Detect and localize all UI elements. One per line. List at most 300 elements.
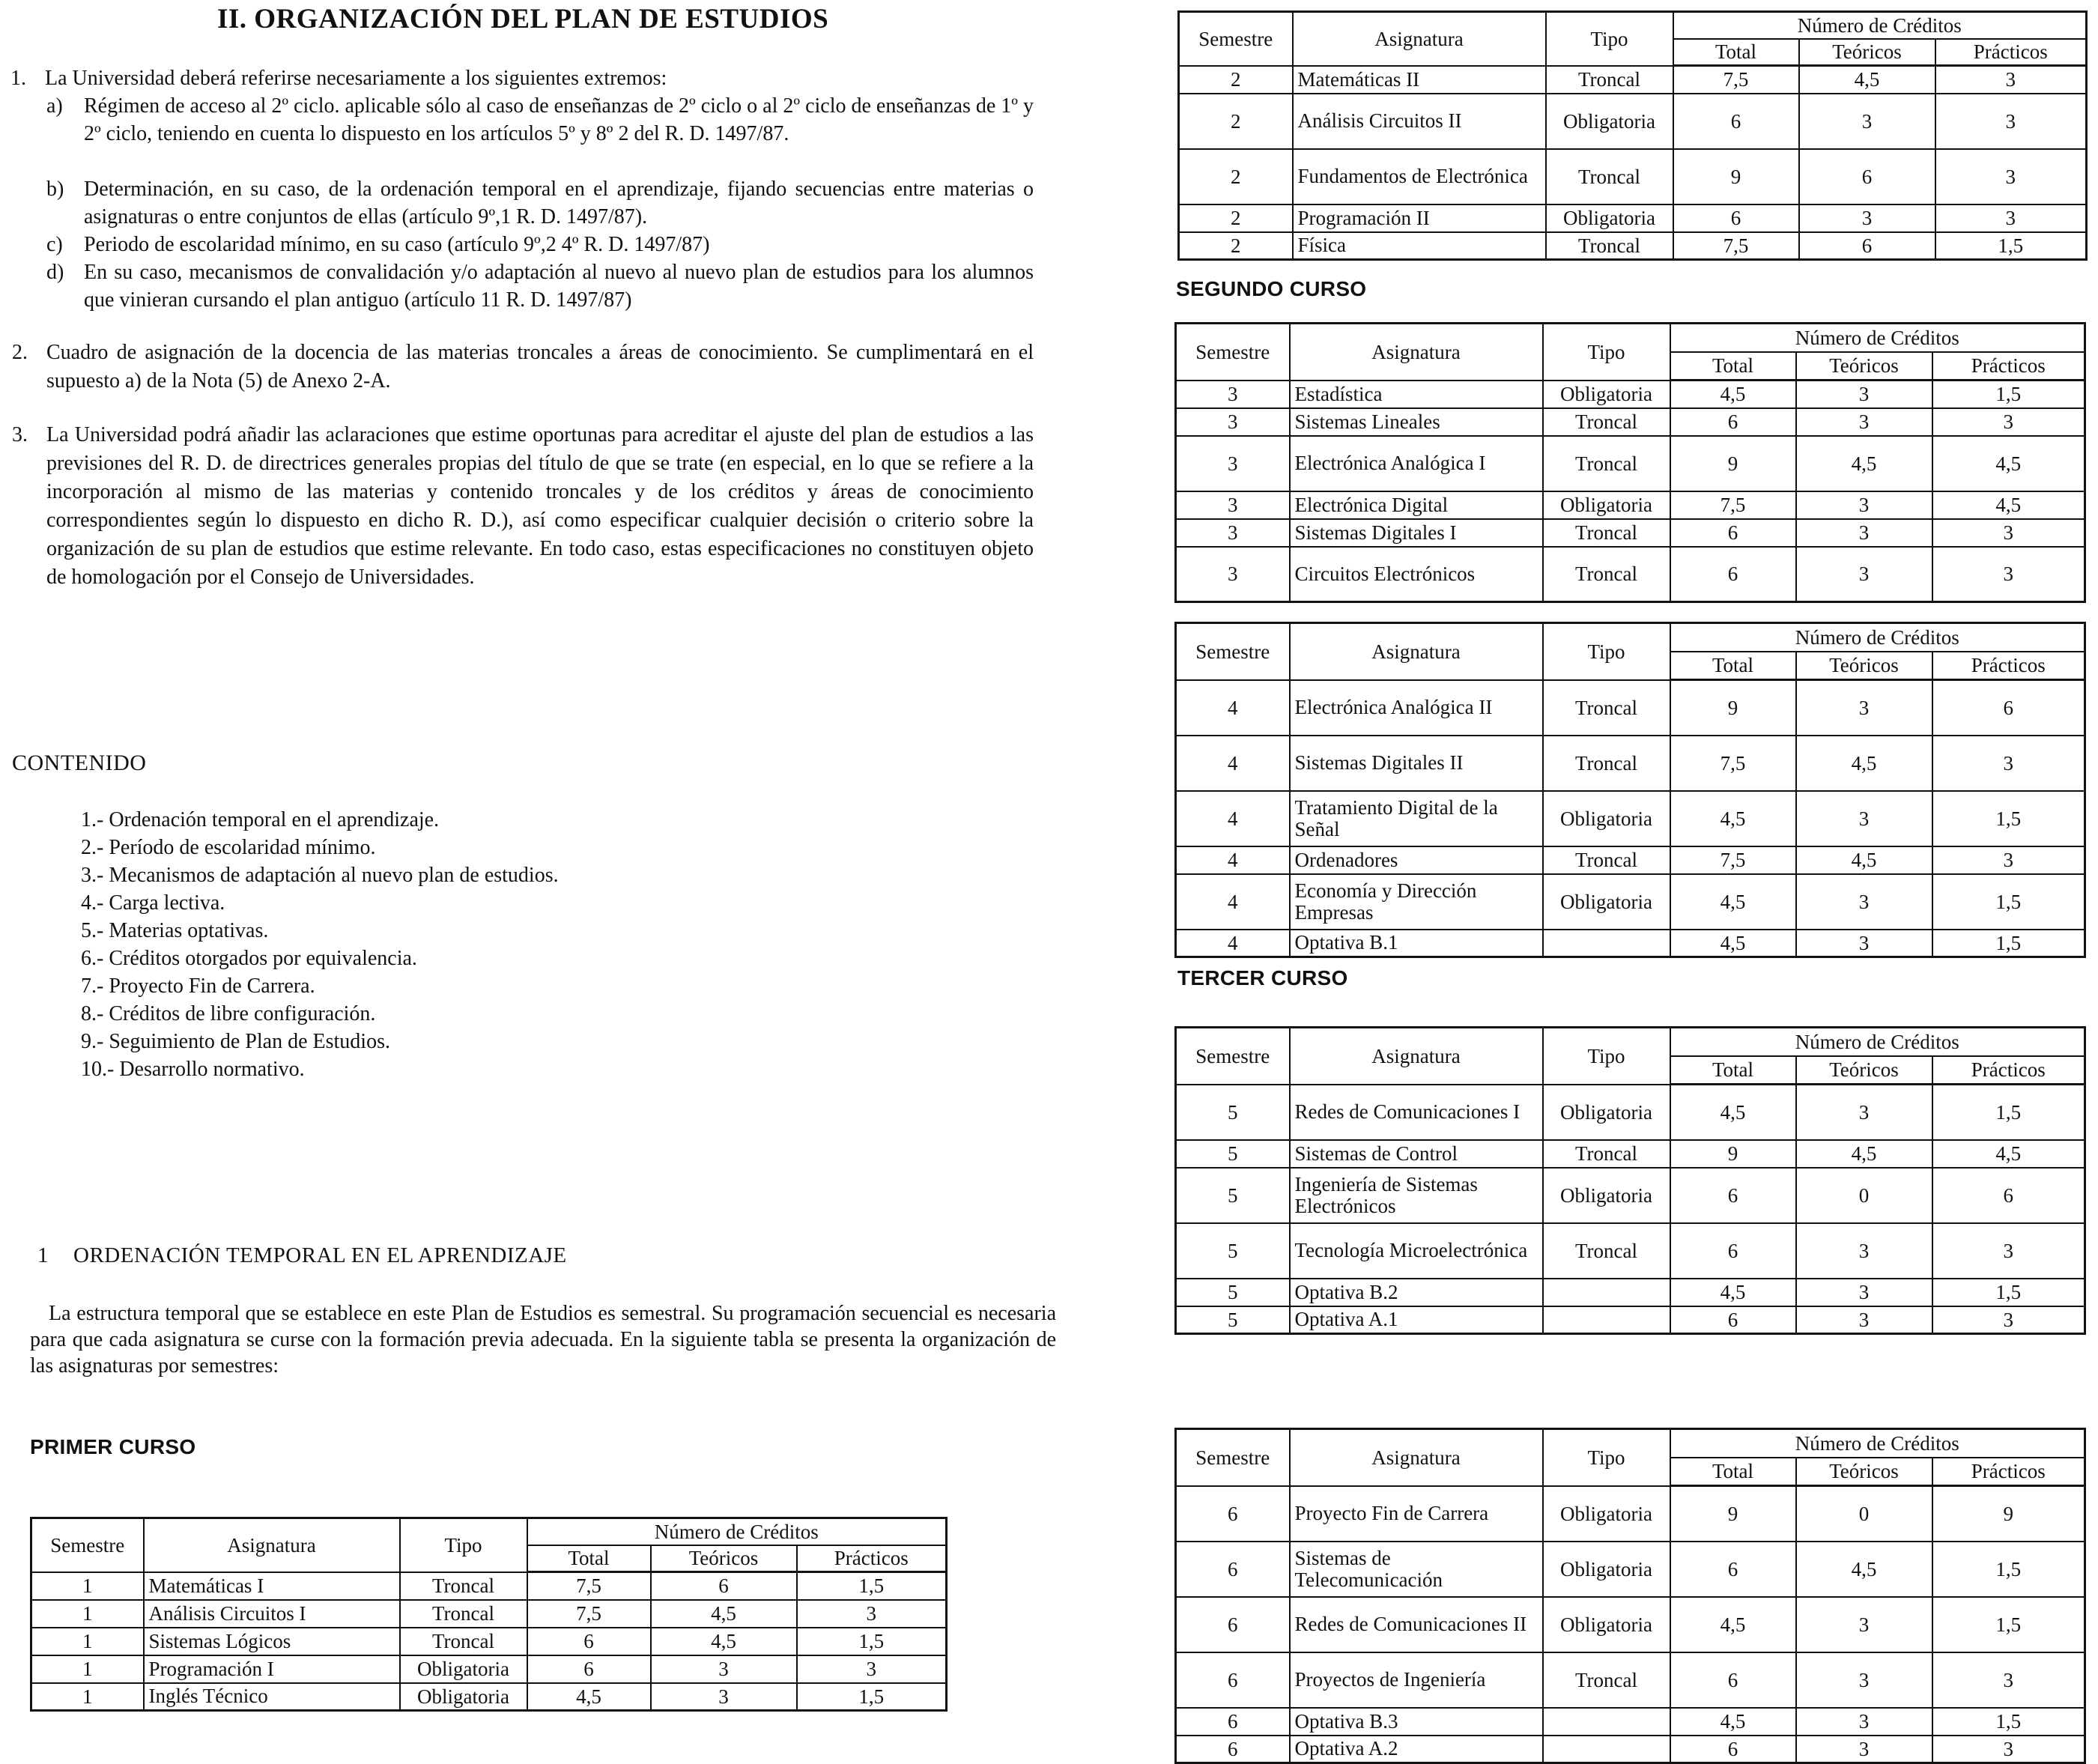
sub-item-c [46,231,1034,258]
table-row [1176,874,2085,930]
header-semestre: Semestre [1176,324,1290,381]
cell-semestre: 2 [1179,94,1293,149]
cell-total: 6 [1670,1652,1796,1708]
sub-item-d-label: d) [46,261,64,284]
toc-item: 8.- Créditos de libre configuración. [81,1002,376,1025]
table-row [1179,66,2087,94]
cell-practicos: 1,5 [1932,381,2085,408]
cell-asignatura: Sistemas Lineales [1290,408,1543,436]
cell-asignatura: Matemáticas I [144,1572,400,1600]
table-row [1176,1708,2085,1736]
cell-total: 4,5 [1670,1279,1796,1306]
cell-teoricos: 3 [1796,1708,1932,1736]
cell-tipo: Troncal [1546,66,1673,94]
table-row [1176,1736,2085,1763]
cell-semestre: 6 [1176,1708,1290,1736]
table-semestre-2 [1177,10,2088,261]
cell-semestre: 4 [1176,791,1290,846]
table-row [1176,519,2085,547]
table-row [1176,1223,2085,1279]
cell-teoricos: 4,5 [651,1628,797,1655]
toc-item: 6.- Créditos otorgados por equivalencia. [81,947,417,970]
table-row [1176,1542,2085,1597]
table-row [1176,408,2085,436]
cell-tipo: Obligatoria [1543,1085,1670,1140]
cell-practicos: 1,5 [1932,1542,2085,1597]
cell-practicos: 3 [1932,1736,2085,1763]
cell-asignatura: Optativa A.2 [1290,1736,1543,1763]
cell-total: 6 [1670,1542,1796,1597]
cell-practicos: 1,5 [797,1683,947,1711]
cell-asignatura: Optativa B.2 [1290,1279,1543,1306]
cell-tipo: Obligatoria [1543,1597,1670,1652]
cell-total: 9 [1670,1140,1796,1168]
cell-practicos: 9 [1932,1486,2085,1542]
cell-practicos: 1,5 [1932,1085,2085,1140]
cell-practicos: 1,5 [1932,791,2085,846]
cell-semestre: 4 [1176,680,1290,736]
cell-teoricos: 3 [1796,519,1932,547]
header-creditos: Número de Créditos [1673,12,2087,39]
table-row [1176,736,2085,791]
cell-asignatura: Proyectos de Ingeniería [1290,1652,1543,1708]
cell-tipo: Obligatoria [1546,94,1673,149]
toc-item: 7.- Proyecto Fin de Carrera. [81,975,315,998]
cell-total: 6 [1670,408,1796,436]
cell-asignatura: Inglés Técnico [144,1683,400,1711]
cell-asignatura: Electrónica Digital [1290,491,1543,519]
toc-item: 10.- Desarrollo normativo. [81,1058,305,1081]
cell-tipo: Troncal [1546,232,1673,260]
cell-teoricos: 3 [1796,930,1932,957]
sub-item-b-text: Determinación, en su caso, de la ordenación temporal en el aprendizaje, fijando secuencias entre materias o asignaturas o entre conjuntos de ellas (artículo 9º,1 R. D. 1497/87). [84,178,1034,228]
header-total: Total [1670,652,1796,680]
cell-practicos: 3 [1935,66,2087,94]
header-semestre: Semestre [1176,1429,1290,1486]
cell-practicos: 3 [1932,846,2085,874]
cell-semestre: 2 [1179,232,1293,260]
cell-semestre: 5 [1176,1223,1290,1279]
table-row [1176,1597,2085,1652]
table-row [1176,791,2085,846]
sub-item-b-label: b) [46,178,64,201]
cell-total: 7,5 [1670,491,1796,519]
cell-semestre: 1 [31,1655,144,1683]
cell-teoricos: 3 [1799,94,1935,149]
cell-practicos: 3 [797,1655,947,1683]
cell-semestre: 5 [1176,1168,1290,1223]
cell-teoricos: 4,5 [651,1600,797,1628]
cell-total: 4,5 [1670,791,1796,846]
cell-tipo: Obligatoria [1543,1486,1670,1542]
header-teoricos: Teóricos [1796,652,1932,680]
header-asignatura: Asignatura [1290,623,1543,680]
cell-total: 7,5 [1670,846,1796,874]
table-row [31,1683,947,1711]
cell-total: 7,5 [1673,66,1799,94]
sub-item-c-text: Periodo de escolaridad mínimo, en su caso (artículo 9º,2 4º R. D. 1497/87) [84,233,710,256]
table-row [1176,1306,2085,1334]
cell-practicos: 3 [1932,1652,2085,1708]
cell-practicos: 4,5 [1932,1140,2085,1168]
cell-asignatura: Tratamiento Digital de la Señal [1290,791,1543,846]
table-row [1176,1140,2085,1168]
table-row [1176,680,2085,736]
header-semestre: Semestre [31,1518,144,1572]
cell-tipo: Obligatoria [1543,1542,1670,1597]
cell-asignatura: Electrónica Analógica II [1290,680,1543,736]
cell-semestre: 1 [31,1628,144,1655]
cell-teoricos: 3 [1796,1652,1932,1708]
header-tipo: Tipo [400,1518,527,1572]
sub-item-d-text: En su caso, mecanismos de convalidación y/o adaptación al nuevo al nuevo plan de estudios para los alumnos que vinieran cursando el plan antiguo (artículo 11 R. D. 1497/87) [84,261,1034,312]
cell-practicos: 4,5 [1932,491,2085,519]
header-practicos: Prácticos [797,1545,947,1572]
cell-semestre: 6 [1176,1542,1290,1597]
cell-total: 6 [1670,1168,1796,1223]
cell-semestre: 2 [1179,66,1293,94]
tercer-curso-heading: TERCER CURSO [1177,966,1348,989]
cell-tipo: Obligatoria [1546,204,1673,232]
cell-total: 6 [1670,1306,1796,1334]
header-practicos: Prácticos [1932,1458,2085,1486]
cell-practicos: 3 [1935,94,2087,149]
cell-total: 9 [1673,149,1799,204]
table-semestre-6 [1174,1428,2086,1764]
header-total: Total [1673,39,1799,66]
header-tipo: Tipo [1543,1028,1670,1085]
cell-tipo: Obligatoria [1543,1168,1670,1223]
cell-teoricos: 4,5 [1796,1542,1932,1597]
header-tipo: Tipo [1546,12,1673,66]
table-row [1176,381,2085,408]
cell-practicos: 1,5 [1932,1597,2085,1652]
table-semestre-4 [1174,622,2086,958]
cell-teoricos: 3 [1796,1736,1932,1763]
cell-asignatura: Optativa A.1 [1290,1306,1543,1334]
header-semestre: Semestre [1176,1028,1290,1085]
cell-total: 7,5 [527,1600,651,1628]
cell-total: 4,5 [1670,1597,1796,1652]
cell-teoricos: 3 [1796,680,1932,736]
sub-item-b [46,175,1034,231]
section-number: 1 [37,1243,49,1267]
cell-total: 6 [1670,547,1796,602]
header-total: Total [1670,352,1796,381]
header-asignatura: Asignatura [1293,12,1546,66]
cell-tipo: Troncal [1543,680,1670,736]
toc-item: 1.- Ordenación temporal en el aprendizaje. [81,808,440,831]
cell-total: 6 [1670,519,1796,547]
cell-semestre: 2 [1179,204,1293,232]
table-row [1176,491,2085,519]
table-row [1176,1168,2085,1223]
cell-total: 9 [1670,436,1796,491]
cell-semestre: 4 [1176,874,1290,930]
cell-total: 7,5 [1673,232,1799,260]
table-row [1179,149,2087,204]
cell-asignatura: Redes de Comunicaciones II [1290,1597,1543,1652]
segundo-curso-heading: SEGUNDO CURSO [1176,277,1367,300]
header-asignatura: Asignatura [1290,324,1543,381]
section-title: ORDENACIÓN TEMPORAL EN EL APRENDIZAJE [73,1243,567,1267]
cell-practicos: 6 [1932,680,2085,736]
cell-asignatura: Sistemas de Telecomunicación [1290,1542,1543,1597]
cell-tipo: Troncal [1543,547,1670,602]
toc-item: 4.- Carga lectiva. [81,891,225,915]
cell-total: 6 [527,1655,651,1683]
sub-item-c-label: c) [46,233,63,256]
cell-asignatura: Física [1293,232,1546,260]
cell-practicos: 4,5 [1932,436,2085,491]
header-practicos: Prácticos [1932,352,2085,381]
header-teoricos: Teóricos [1799,39,1935,66]
sub-item-a-label: a) [46,94,63,118]
cell-practicos: 1,5 [1932,1708,2085,1736]
intro-item-1 [10,64,1034,93]
cell-practicos: 3 [797,1600,947,1628]
cell-tipo: Troncal [1543,1140,1670,1168]
cell-semestre: 1 [31,1572,144,1600]
cell-tipo: Troncal [1543,1223,1670,1279]
header-creditos: Número de Créditos [1670,1429,2085,1458]
cell-teoricos: 3 [1796,408,1932,436]
header-practicos: Prácticos [1932,1056,2085,1085]
sub-item-a [46,92,1034,148]
cell-asignatura: Sistemas Digitales II [1290,736,1543,791]
cell-tipo: Troncal [400,1572,527,1600]
cell-semestre: 4 [1176,846,1290,874]
cell-tipo: Troncal [1543,736,1670,791]
cell-practicos: 1,5 [797,1628,947,1655]
table-row [31,1600,947,1628]
cell-tipo: Troncal [400,1600,527,1628]
table-row [1176,930,2085,957]
cell-asignatura: Economía y Dirección Empresas [1290,874,1543,930]
cell-teoricos: 6 [651,1572,797,1600]
cell-semestre: 4 [1176,736,1290,791]
cell-total: 6 [1673,204,1799,232]
cell-tipo: Troncal [400,1628,527,1655]
cell-teoricos: 3 [1796,1279,1932,1306]
cell-asignatura: Fundamentos de Electrónica [1293,149,1546,204]
cell-teoricos: 3 [1796,1306,1932,1334]
table-row [1176,1085,2085,1140]
cell-asignatura: Tecnología Microelectrónica [1290,1223,1543,1279]
cell-total: 4,5 [1670,1708,1796,1736]
header-creditos: Número de Créditos [1670,623,2085,652]
cell-semestre: 5 [1176,1279,1290,1306]
contenido-heading: CONTENIDO [12,751,147,775]
cell-teoricos: 3 [1796,791,1932,846]
cell-asignatura: Ingeniería de Sistemas Electrónicos [1290,1168,1543,1223]
cell-practicos: 1,5 [1935,232,2087,260]
header-creditos: Número de Créditos [527,1518,947,1545]
cell-asignatura: Circuitos Electrónicos [1290,547,1543,602]
cell-practicos: 1,5 [1932,1279,2085,1306]
cell-practicos: 3 [1932,547,2085,602]
cell-total: 4,5 [1670,930,1796,957]
header-practicos: Prácticos [1935,39,2087,66]
header-teoricos: Teóricos [1796,1056,1932,1085]
header-creditos: Número de Créditos [1670,1028,2085,1056]
cell-total: 6 [1670,1736,1796,1763]
cell-tipo: Troncal [1543,436,1670,491]
cell-tipo: Obligatoria [1543,791,1670,846]
table-row [1179,94,2087,149]
cell-tipo: Obligatoria [1543,381,1670,408]
cell-practicos: 1,5 [797,1572,947,1600]
cell-tipo [1543,1736,1670,1763]
cell-practicos: 3 [1935,204,2087,232]
cell-total: 4,5 [1670,874,1796,930]
sub-item-d [46,258,1034,314]
cell-total: 6 [1670,1223,1796,1279]
header-total: Total [527,1545,651,1572]
cell-teoricos: 4,5 [1796,1140,1932,1168]
cell-asignatura: Sistemas Lógicos [144,1628,400,1655]
header-asignatura: Asignatura [144,1518,400,1572]
cell-teoricos: 3 [651,1683,797,1711]
cell-teoricos: 3 [1796,874,1932,930]
cell-semestre: 3 [1176,381,1290,408]
primer-curso-heading: PRIMER CURSO [30,1435,196,1458]
table-semestre-5 [1174,1026,2086,1335]
cell-asignatura: Sistemas de Control [1290,1140,1543,1168]
header-asignatura: Asignatura [1290,1028,1543,1085]
cell-semestre: 6 [1176,1736,1290,1763]
cell-semestre: 3 [1176,547,1290,602]
cell-teoricos: 3 [1796,381,1932,408]
cell-total: 7,5 [527,1572,651,1600]
cell-semestre: 3 [1176,436,1290,491]
cell-teoricos: 4,5 [1796,736,1932,791]
cell-total: 7,5 [1670,736,1796,791]
cell-asignatura: Proyecto Fin de Carrera [1290,1486,1543,1542]
cell-asignatura: Programación II [1293,204,1546,232]
header-asignatura: Asignatura [1290,1429,1543,1486]
cell-teoricos: 4,5 [1796,436,1932,491]
cell-asignatura: Optativa B.1 [1290,930,1543,957]
cell-teoricos: 6 [1799,149,1935,204]
cell-asignatura: Sistemas Digitales I [1290,519,1543,547]
cell-teoricos: 6 [1799,232,1935,260]
table-semestre-1 [30,1517,948,1712]
intro-item-2-text: Cuadro de asignación de la docencia de las materias troncales a áreas de conocimiento. Se cumplimentará en el supuesto a) de la Nota (5) de Anexo 2-A. [46,341,1034,392]
cell-asignatura: Electrónica Analógica I [1290,436,1543,491]
cell-semestre: 6 [1176,1652,1290,1708]
cell-semestre: 6 [1176,1597,1290,1652]
table-row [1176,547,2085,602]
toc-item: 9.- Seguimiento de Plan de Estudios. [81,1030,390,1053]
intro-item-3 [12,421,1034,592]
cell-asignatura: Estadística [1290,381,1543,408]
header-tipo: Tipo [1543,623,1670,680]
cell-tipo [1543,1708,1670,1736]
cell-teoricos: 3 [651,1655,797,1683]
header-teoricos: Teóricos [1796,352,1932,381]
table-row [1176,846,2085,874]
cell-asignatura: Redes de Comunicaciones I [1290,1085,1543,1140]
cell-total: 4,5 [1670,381,1796,408]
header-creditos: Número de Créditos [1670,324,2085,352]
intro-item-2-number: 2. [12,341,28,364]
cell-practicos: 3 [1932,519,2085,547]
table-semestre-3 [1174,322,2086,603]
cell-tipo [1543,1279,1670,1306]
table-row [1176,1486,2085,1542]
cell-asignatura: Ordenadores [1290,846,1543,874]
contenido-list [81,806,559,1083]
cell-semestre: 3 [1176,519,1290,547]
cell-practicos: 3 [1932,408,2085,436]
header-total: Total [1670,1056,1796,1085]
cell-tipo: Troncal [1543,1652,1670,1708]
cell-total: 6 [1673,94,1799,149]
table-row [1179,204,2087,232]
cell-semestre: 5 [1176,1306,1290,1334]
cell-teoricos: 3 [1799,204,1935,232]
cell-semestre: 6 [1176,1486,1290,1542]
table-row [31,1655,947,1683]
cell-teoricos: 3 [1796,1223,1932,1279]
cell-teoricos: 3 [1796,1597,1932,1652]
cell-teoricos: 4,5 [1799,66,1935,94]
cell-total: 6 [527,1628,651,1655]
cell-total: 4,5 [1670,1085,1796,1140]
cell-asignatura: Análisis Circuitos II [1293,94,1546,149]
toc-item: 2.- Período de escolaridad mínimo. [81,836,376,859]
cell-practicos: 3 [1932,1306,2085,1334]
header-teoricos: Teóricos [651,1545,797,1572]
intro-item-3-number: 3. [12,423,28,446]
cell-teoricos: 3 [1796,491,1932,519]
table-row [1176,1279,2085,1306]
cell-teoricos: 0 [1796,1168,1932,1223]
table-row [1176,1652,2085,1708]
cell-tipo: Troncal [1543,408,1670,436]
cell-tipo [1543,1306,1670,1334]
cell-tipo: Obligatoria [1543,874,1670,930]
section-1-text: La estructura temporal que se establece en este Plan de Estudios es semestral. Su programación secuencial es necesaria para que cada asignatura se curse con la formación previa adecuada. En la siguiente tabla se presenta la organización de las asignaturas por semestres: [30,1302,1056,1377]
toc-item: 3.- Mecanismos de adaptación al nuevo plan de estudios. [81,864,559,887]
sub-item-a-text: Régimen de acceso al 2º ciclo. aplicable sólo al caso de enseñanzas de 2º ciclo o al 2º ciclo de enseñanzas de 1º y 2º ciclo, teniendo en cuenta lo dispuesto en los artículos 5º y 8º 2 del R. D. 1497/87. [84,94,1034,145]
cell-practicos: 3 [1932,736,2085,791]
cell-teoricos: 3 [1796,547,1932,602]
cell-semestre: 5 [1176,1140,1290,1168]
cell-total: 9 [1670,680,1796,736]
cell-tipo [1543,930,1670,957]
cell-semestre: 2 [1179,149,1293,204]
cell-total: 4,5 [527,1683,651,1711]
cell-total: 9 [1670,1486,1796,1542]
cell-practicos: 3 [1935,149,2087,204]
intro-item-3-text: La Universidad podrá añadir las aclaraciones que estime oportunas para acreditar el ajuste del plan de estudios a las previsiones del R. D. de directrices generales propias del título de que se trate (en especial, en lo que se refiere a la incorporación al mismo de las materias y contenido troncales y de los créditos y áreas de conocimiento correspondientes según lo dispuesto en dicho R. D.), así como especificar cualquier decisión o criterio sobre la organización de su plan de estudios que estime relevante. En todo caso, estas especificaciones no constituyen objeto de homologación por el Consejo de Universidades. [46,423,1034,589]
cell-practicos: 1,5 [1932,930,2085,957]
cell-asignatura: Matemáticas II [1293,66,1546,94]
header-tipo: Tipo [1543,324,1670,381]
cell-practicos: 6 [1932,1168,2085,1223]
intro-item-1-number: 1. [10,67,26,90]
table-row [31,1628,947,1655]
table-row [31,1572,947,1600]
table-row [1179,232,2087,260]
cell-asignatura: Optativa B.3 [1290,1708,1543,1736]
cell-practicos: 3 [1932,1223,2085,1279]
cell-asignatura: Programación I [144,1655,400,1683]
header-semestre: Semestre [1179,12,1293,66]
cell-tipo: Troncal [1543,519,1670,547]
